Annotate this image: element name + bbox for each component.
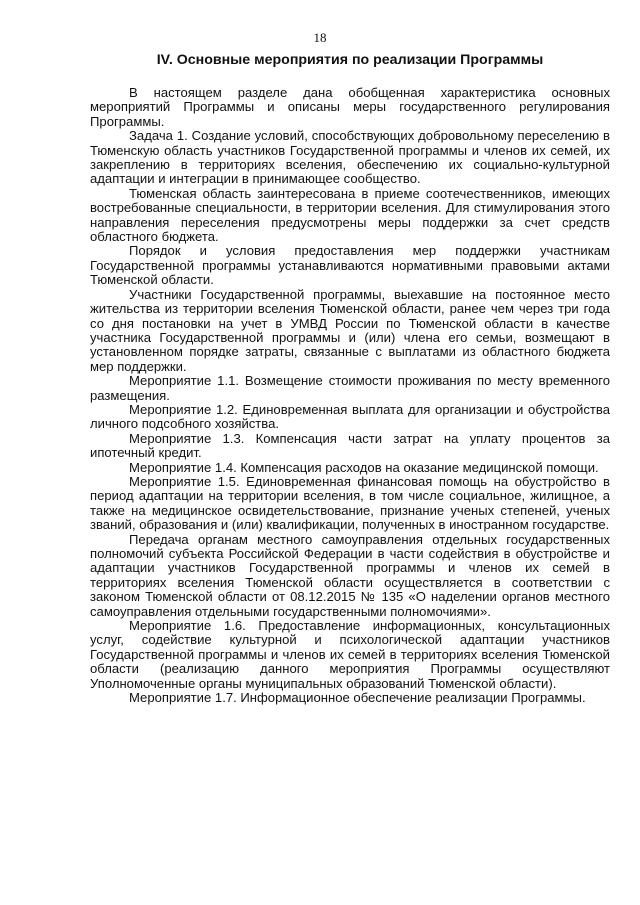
page-number: 18 (313, 30, 327, 45)
paragraph: Мероприятие 1.1. Возмещение стоимости проживания по месту временного размещения. (90, 373, 610, 403)
paragraph: Передача органам местного самоуправления отдельных государственных полномочий субъекта Российской Федерации в части содействия в обустройстве и адаптации участников Государственной программы и членов их семей в территориях вселения Тюменской области осуществляется в соответствии с законом Тюменской области от 08.12.2015 № 135 «О наделении органов местного самоуправления отдельными государственными полномочиями». (90, 531, 610, 619)
paragraph: Мероприятие 1.4. Компенсация расходов на оказание медицинской помощи. (129, 459, 599, 475)
paragraph: Участники Государственной программы, выехавшие на постоянное место жительства из территории вселения Тюменской области, ранее чем через три года со дня постановки на учет в УМВД России по Тюменской области в качестве участника Государственной программы и (или) члена его семьи, возмещают в установленном порядке затраты, связанные с выплатами из областного бюджета мер поддержки. (90, 286, 610, 374)
paragraph: Мероприятие 1.2. Единовременная выплата для организации и обустройства личного подсобного хозяйства. (90, 401, 610, 432)
paragraph: Мероприятие 1.5. Единовременная финансовая помощь на обустройство в период адаптации на территории вселения, в том числе социальное, жилищное, а также на медицинское освидетельствование, признание ученых степеней, ученых званий, образования и (или) квалификации, полученных в иностранном государстве. (90, 473, 610, 533)
paragraph: Мероприятие 1.3. Компенсация части затрат на уплату процентов за ипотечный кредит. (90, 430, 610, 461)
paragraph: В настоящем разделе дана обобщенная характеристика основных мероприятий Программы и описаны меры государственного регулирования Программы. (90, 85, 610, 129)
paragraph: Мероприятие 1.6. Предоставление информационных, консультационных услуг, содействие культурной и психологической адаптации участников Государственной программы и членов их семей в территориях вселения Тюменской области (реализацию данного мероприятия Программы осуществляют Уполномоченные органы муниципальных образований Тюменской области). (90, 618, 610, 691)
paragraph: Задача 1. Создание условий, способствующих добровольному переселению в Тюменскую область участников Государственной программы и членов их семей, их закреплению в территориях вселения, обеспечению их социально-культурной адаптации и интеграции в принимающее сообщество. (90, 128, 610, 187)
section-heading: IV. Основные мероприятия по реализации Программы (156, 52, 544, 68)
paragraph: Тюменская область заинтересована в приеме соотечественников, имеющих востребованные специальности, в территории вселения. Для стимулирования этого направления переселения предусмотрены меры поддержки за счет средств областного бюджета. (90, 185, 610, 245)
paragraph: Мероприятие 1.7. Информационное обеспечение реализации Программы. (129, 690, 586, 706)
body-text (90, 86, 610, 705)
paragraph: Порядок и условия предоставления мер поддержки участникам Государственной программы устанавливаются нормативными правовыми актами Тюменской области. (90, 243, 610, 288)
